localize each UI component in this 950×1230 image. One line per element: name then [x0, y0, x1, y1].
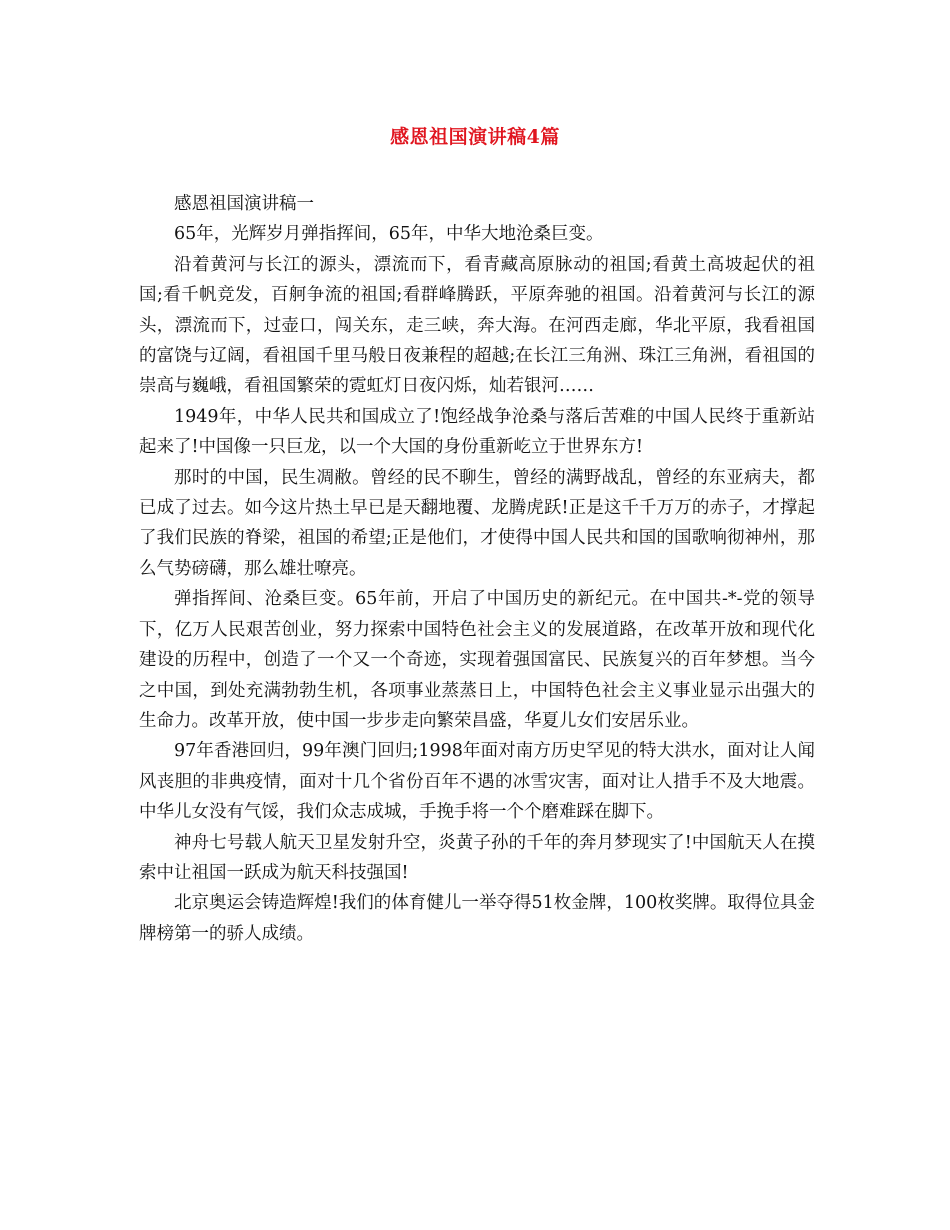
- document-body: [139, 189, 815, 949]
- paragraph: 弹指挥间、沧桑巨变。65年前，开启了中国历史的新纪元。在中国共-*-党的领导下，亿万人民艰苦创业，努力探索中国特色社会主义的发展道路，在改革开放和现代化建设的历程中，创造了一个又一个奇迹，实现着强国富民、民族复兴的百年梦想。当今之中国，到处充满勃勃生机，各项事业蒸蒸日上，中国特色社会主义事业显示出强大的生命力。改革开放，使中国一步步走向繁荣昌盛，华夏儿女们安居乐业。: [139, 589, 815, 731]
- paragraph: 神舟七号载人航天卫星发射升空，炎黄子孙的千年的奔月梦现实了!中国航天人在摸索中让祖国一跃成为航天科技强国!: [139, 832, 815, 883]
- paragraph: 65年，光辉岁月弹指挥间，65年，中华大地沧桑巨变。: [174, 224, 604, 245]
- paragraph: 沿着黄河与长江的源头，漂流而下，看青藏高原脉动的祖国;看黄土高坡起伏的祖国;看千帆竞发，百舸争流的祖国;看群峰腾跃，平原奔驰的祖国。沿着黄河与长江的源头，漂流而下，过壶口，闯关东，走三峡，奔大海。在河西走廊，华北平原，我看祖国的富饶与辽阔，看祖国千里马般日夜兼程的超越;在长江三角洲、珠江三角洲，看祖国的崇高与巍峨，看祖国繁荣的霓虹灯日夜闪烁，灿若银河……: [139, 254, 815, 397]
- paragraph: 1949年，中华人民共和国成立了!饱经战争沧桑与落后苦难的中国人民终于重新站起来了!中国像一只巨龙，以一个大国的身份重新屹立于世界东方!: [139, 406, 815, 458]
- paragraph-subtitle: 感恩祖国演讲稿一: [174, 194, 314, 214]
- document-title: 感恩祖国演讲稿4篇: [390, 126, 560, 148]
- paragraph: 北京奥运会铸造辉煌!我们的体育健儿一举夺得51枚金牌，100枚奖牌。取得位具金牌榜第一的骄人成绩。: [139, 893, 815, 944]
- paragraph: 那时的中国，民生凋敝。曾经的民不聊生，曾经的满野战乱，曾经的东亚病夫，都已成了过去。如今这片热土早已是天翻地覆、龙腾虎跃!正是这千千万万的赤子，才撑起了我们民族的脊梁，祖国的希望;正是他们，才使得中国人民共和国的国歌响彻神州，那么气势磅礴，那么雄壮嘹亮。: [139, 467, 815, 579]
- paragraph: 97年香港回归，99年澳门回归;1998年面对南方历史罕见的特大洪水，面对让人闻风丧胆的非典疫情，面对十几个省份百年不遇的冰雪灾害，面对让人措手不及大地震。中华儿女没有气馁，我们众志成城，手挽手将一个个磨难踩在脚下。: [139, 741, 815, 823]
